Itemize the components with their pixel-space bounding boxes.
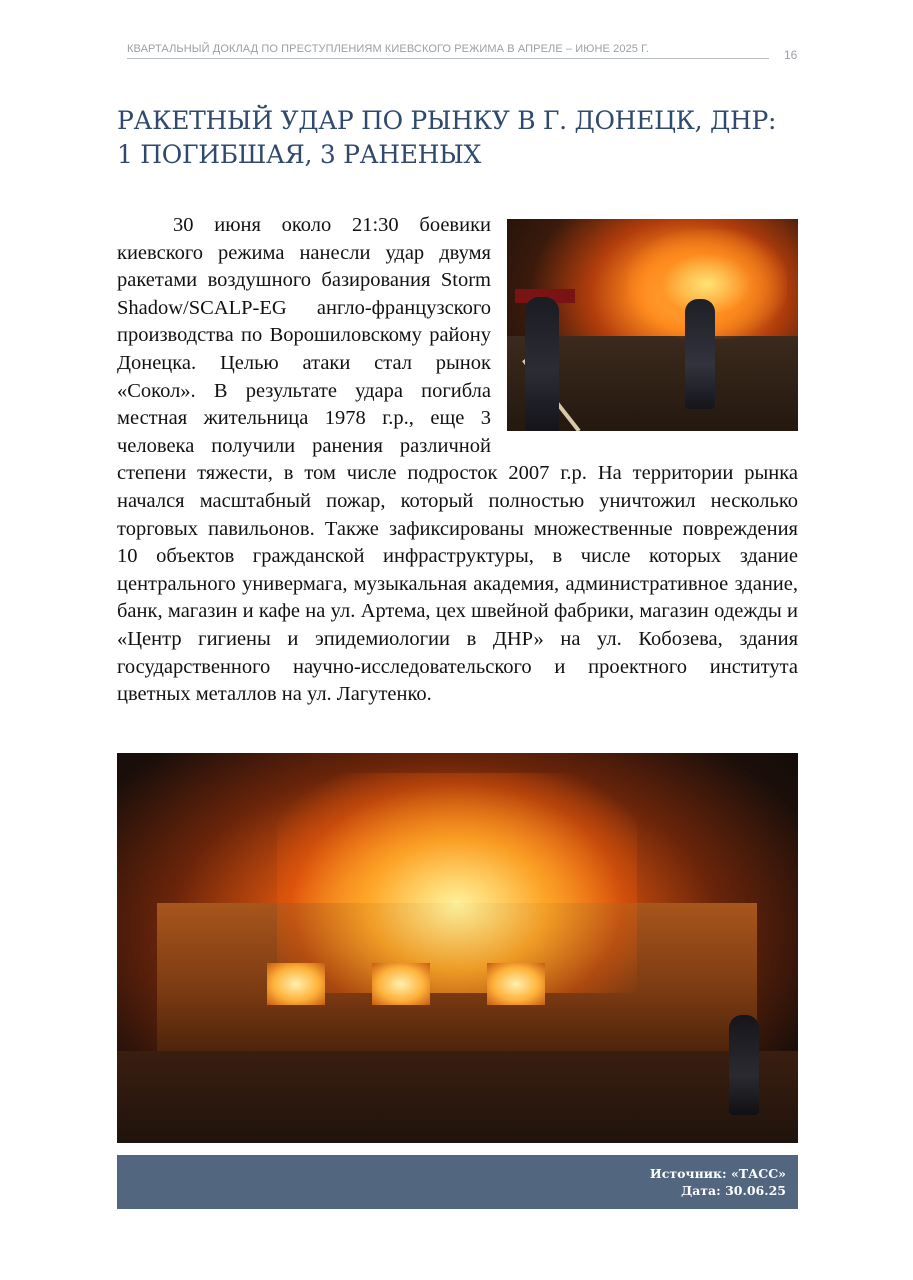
- page-number: 16: [784, 48, 798, 62]
- firefighters-photo: [507, 219, 798, 431]
- article-body: [117, 212, 798, 709]
- photo-firefighter-right: [685, 299, 715, 409]
- headline-line-2: 1 ПОГИБШАЯ, 3 РАНЕНЫХ: [117, 140, 481, 169]
- running-header: КВАРТАЛЬНЫЙ ДОКЛАД ПО ПРЕСТУПЛЕНИЯМ КИЕВСКОГО РЕЖИМА В АПРЕЛЕ – ИЮНЕ 2025 Г.: [127, 43, 769, 59]
- photo-flames: [277, 773, 637, 993]
- caption-date: Дата: 30.06.25: [681, 1183, 786, 1198]
- photo-firefighter-left: [525, 297, 559, 431]
- photo-burning-window: [372, 963, 430, 1005]
- photo-burning-window: [487, 963, 545, 1005]
- caption-source: Источник: «ТАСС»: [649, 1166, 786, 1181]
- headline-line-1: РАКЕТНЫЙ УДАР ПО РЫНКУ В Г. ДОНЕЦК, ДНР:: [117, 106, 777, 135]
- burning-market-photo: [117, 753, 798, 1143]
- photo-ground: [117, 1051, 798, 1143]
- photo-burning-window: [267, 963, 325, 1005]
- photo-caption-bar: [117, 1155, 798, 1209]
- article-text: 30 июня около 21:30 боевики киевского режима нанесли удар двумя ракетами воздушного базирования Storm Shadow/SCALP-EG англо-французского производства по Ворошиловскому району Донецка. Целью атаки стал рынок «Сокол». В результате удара погибла местная жительница 1978 г.р., еще 3 человека получили ранения различной степени тяжести, в том числе подросток 2007 г.р. На территории рынка начался масштабный пожар, который полностью уничтожил несколько торговых павильонов. Также зафиксированы множественные повреждения 10 объектов гражданской инфраструктуры, в числе которых здание центрального универмага, музыкальная академия, административное здание, банк, магазин и кафе на ул. Артема, цех швейной фабрики, магазин одежды и «Центр гигиены и эпидемиологии в ДНР» на ул. Кобозева, здания государственного научно-исследовательского и проектного института цветных металлов на ул. Лагутенко.: [117, 214, 798, 706]
- photo-firefighter: [729, 1015, 759, 1115]
- article-headline: [117, 104, 817, 172]
